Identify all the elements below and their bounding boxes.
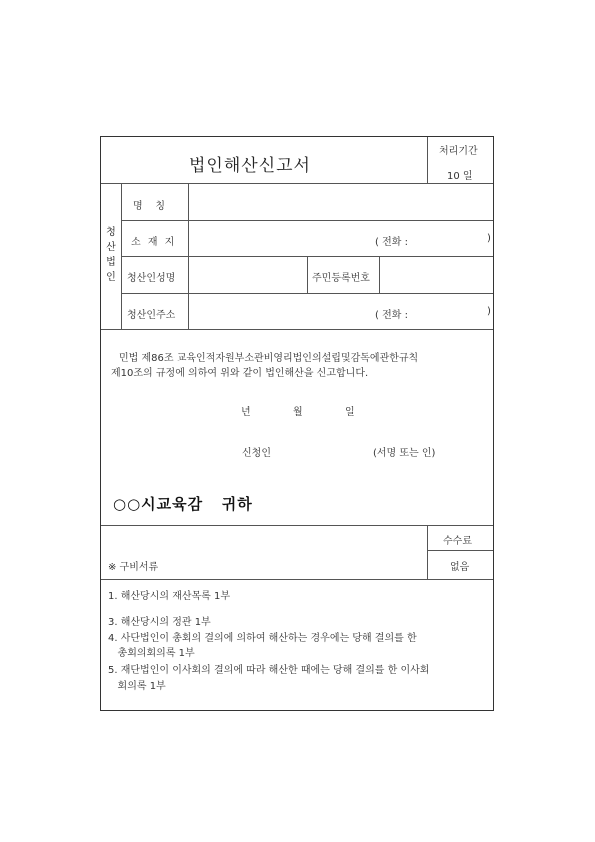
name-label: 명 칭 — [133, 201, 166, 212]
addressee: ○○시교육감 귀하 — [113, 495, 253, 513]
liquidator-phone-label: ( 전화 : — [375, 310, 408, 321]
vertical-char: 산 — [106, 242, 116, 253]
date-day-label: 일 — [345, 407, 355, 418]
processing-period-label: 처리기간 — [439, 146, 478, 157]
name-field[interactable] — [189, 184, 492, 219]
doc-item: 3. 해산당시의 정관 1부 — [108, 617, 211, 628]
liquidator-address-field[interactable] — [189, 294, 492, 328]
doc-item: 1. 해산당시의 재산목록 1부 — [108, 591, 231, 602]
liquidation-corp-vertical-label — [104, 225, 118, 285]
address-label: 소 재 지 — [131, 237, 177, 248]
applicant-label: 신청인 — [242, 448, 271, 459]
report-form — [100, 136, 494, 711]
resident-number-label: 주민등록번호 — [312, 273, 370, 284]
resident-number-field[interactable] — [380, 257, 492, 292]
liquidator-name-label: 청산인성명 — [127, 273, 176, 284]
fee-value: 없음 — [450, 562, 470, 573]
liquidator-name-field[interactable] — [189, 257, 307, 292]
doc-item: 5. 재단법인이 이사회의 결의에 따라 해산한 때에는 당해 결의를 한 이사회 — [108, 665, 430, 676]
liquidator-address-label: 청산인주소 — [127, 310, 176, 321]
fee-label: 수수료 — [443, 536, 472, 547]
vertical-char: 법 — [106, 257, 116, 268]
liquidator-phone-close: ) — [487, 306, 491, 317]
statement-line-1: 민법 제86조 교육인적자원부소관비영리법인의설립및감독에관한규칙 — [119, 353, 419, 364]
doc-item: 총회의회의록 1부 — [108, 648, 195, 659]
address-field[interactable] — [189, 221, 492, 256]
doc-item: 회의록 1부 — [108, 681, 166, 692]
doc-item: 4. 사단법인이 총회의 결의에 의하여 해산하는 경우에는 당해 결의를 한 — [108, 633, 417, 644]
vertical-char: 청 — [106, 227, 116, 238]
statement-line-2: 제10조의 규정에 의하여 위와 같이 법인해산을 신고합니다. — [111, 368, 369, 379]
signature-label: (서명 또는 인) — [373, 448, 436, 459]
date-year-label: 년 — [241, 407, 251, 418]
address-phone-close: ) — [487, 233, 491, 244]
address-phone-label: ( 전화 : — [375, 237, 408, 248]
required-docs-label: ※ 구비서류 — [108, 562, 159, 573]
processing-period-value: 10 일 — [447, 171, 473, 182]
vertical-char: 인 — [106, 272, 116, 283]
form-title: 법인해산신고서 — [189, 156, 311, 176]
date-month-label: 월 — [293, 407, 303, 418]
